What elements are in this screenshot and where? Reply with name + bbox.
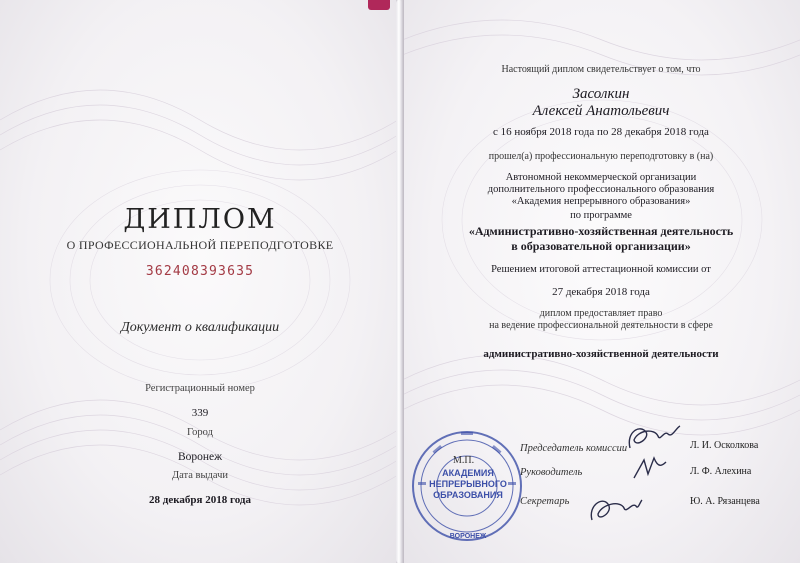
registration-number: 339 (191, 407, 209, 419)
chair-name: Л. И. Осколкова (690, 440, 759, 451)
program-label: по программе (570, 210, 632, 221)
secretary-role-label: Секретарь (520, 496, 570, 507)
document-type: Документ о квалификации (120, 320, 280, 335)
diploma-title: ДИПЛОМ (123, 204, 277, 235)
holder-given-names: Алексей Анатольевич (532, 103, 670, 119)
issue-date: 28 декабря 2018 года (149, 494, 251, 506)
organization-line: Автономной некоммерческой организации (505, 172, 697, 183)
organization-line: дополнительного профессионального образования (487, 184, 715, 195)
program-name-line: в образовательной организации» (511, 239, 691, 253)
grants-text-line: диплом предоставляет право (539, 308, 663, 319)
stamp-text-line: АКАДЕМИЯ (442, 468, 494, 478)
diploma-subtitle: О ПРОФЕССИОНАЛЬНОЙ ПЕРЕПОДГОТОВКЕ (66, 238, 334, 252)
grants-text-line: на ведение профессиональной деятельности в сфере (489, 320, 713, 331)
secretary-name: Ю. А. Рязанцева (690, 496, 760, 507)
head-role-label: Руководитель (520, 467, 583, 478)
head-name: Л. Ф. Алехина (690, 466, 752, 477)
city: Воронеж (177, 451, 223, 463)
seal-place-label: М.П. (453, 455, 475, 466)
passed-text: прошел(а) профессиональную переподготовку в (на) (488, 151, 714, 162)
organization-line: «Академия непрерывного образования» (511, 196, 691, 207)
program-name-line: «Административно-хозяйственная деятельность (468, 224, 734, 238)
serial-number: 362408393635 (145, 264, 255, 279)
head-signature-icon (630, 452, 670, 484)
training-period: с 16 ноября 2018 года по 28 декабря 2018 года (493, 126, 709, 138)
issue-date-label: Дата выдачи (171, 470, 229, 481)
decision-date: 27 декабря 2018 года (552, 286, 650, 298)
registration-number-label: Регистрационный номер (145, 383, 255, 394)
stamp-ring-text: ВОРОНЕЖ (449, 533, 487, 540)
stamp-text-line: ОБРАЗОВАНИЯ (433, 490, 503, 500)
city-label: Город (187, 427, 213, 438)
holder-surname: Засолкин (572, 86, 630, 102)
chair-role-label: Председатель комиссии (520, 443, 628, 454)
binding-clip (368, 0, 390, 10)
stamp-text-line: НЕПРЕРЫВНОГО (429, 479, 507, 489)
decision-text: Решением итоговой аттестационной комиссии от (491, 264, 711, 275)
intro-text: Настоящий диплом свидетельствует о том, что (501, 64, 701, 75)
professional-field: административно-хозяйственной деятельности (483, 348, 719, 360)
secretary-signature-icon (584, 488, 646, 528)
